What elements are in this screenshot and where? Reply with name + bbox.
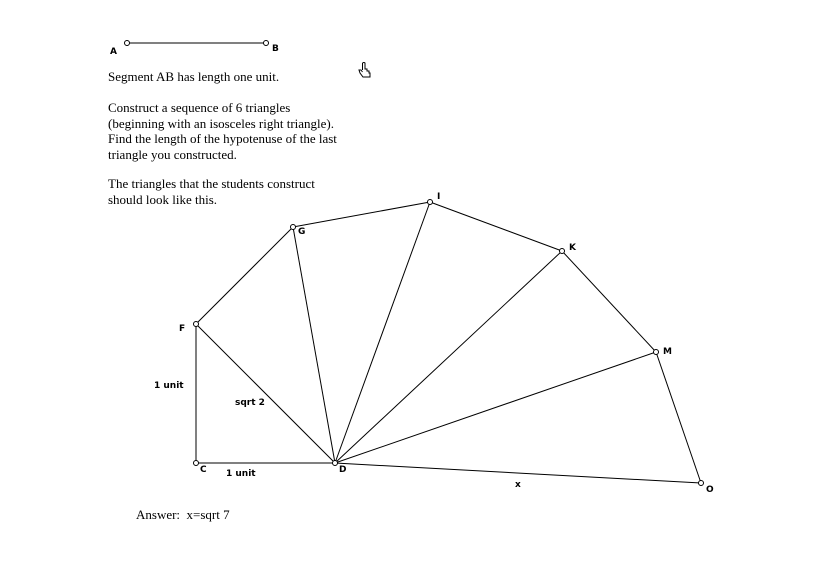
instruction-line: (beginning with an isosceles right triangle). (108, 115, 335, 131)
point-g (291, 225, 296, 230)
label-point-o: O (706, 485, 714, 495)
segment-dm (335, 352, 656, 463)
instruction-line: triangle you constructed. (108, 146, 237, 162)
caption-line: The triangles that the students construct (108, 176, 315, 191)
label-length-do: x (515, 480, 521, 490)
instruction-line: Find the length of the hypotenuse of the last (108, 131, 337, 146)
label-point-i: I (437, 192, 441, 202)
label-length-df: sqrt 2 (235, 398, 265, 408)
segment-mo (656, 352, 701, 483)
label-point-a: A (110, 47, 117, 57)
instruction-line: Construct a sequence of 6 triangles (108, 100, 291, 115)
segment-di (335, 202, 430, 463)
label-length-cf: 1 unit (154, 381, 184, 391)
label-point-k: K (569, 243, 576, 253)
label-point-d: D (339, 465, 347, 475)
label-point-m: M (663, 347, 672, 357)
instructions (108, 100, 337, 162)
segment-fg (196, 227, 293, 324)
point-c (194, 461, 199, 466)
segment-km (562, 251, 656, 352)
caption-line: should look like this. (108, 191, 218, 207)
label-point-c: C (200, 465, 207, 475)
point-f (194, 322, 199, 327)
point-k (560, 249, 565, 254)
label-point-g: G (298, 227, 306, 237)
segment-ik (430, 202, 562, 251)
label-point-b: B (272, 44, 279, 54)
hand-pointer-icon (359, 63, 370, 78)
answer-text: Answer: x=sqrt 7 (136, 507, 230, 522)
point-m (654, 350, 659, 355)
diagram-caption (108, 176, 315, 207)
point-b (264, 41, 269, 46)
segment-dk (335, 251, 562, 463)
segment-description: Segment AB has length one unit. (108, 69, 280, 84)
label-point-f: F (179, 324, 186, 334)
point-o (699, 481, 704, 486)
point-d (333, 461, 338, 466)
label-length-cd: 1 unit (226, 469, 256, 479)
point-a (125, 41, 130, 46)
point-i (428, 200, 433, 205)
